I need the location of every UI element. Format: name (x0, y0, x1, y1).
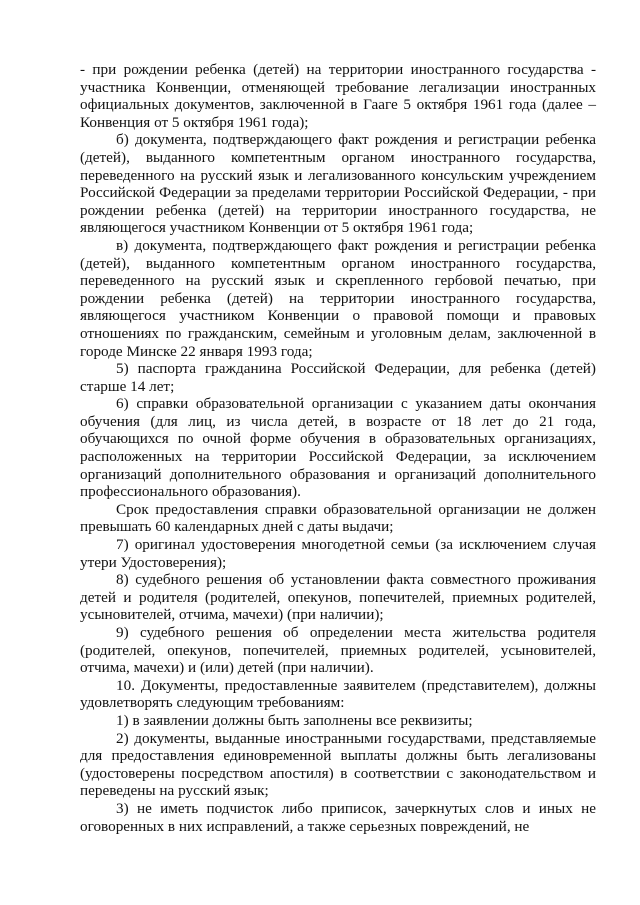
paragraph-item-5: 5) паспорта гражданина Российской Федерации, для ребенка (детей) старше 14 лет; (80, 360, 596, 395)
paragraph-item-7: 7) оригинал удостоверения многодетной семьи (за исключением случая утери Удостоверения); (80, 536, 596, 571)
paragraph-requirement-3: 3) не иметь подчисток либо приписок, зачеркнутых слов и иных не оговоренных в них исправлений, а также серьезных повреждений, не (80, 799, 596, 835)
paragraph-item-8: 8) судебного решения об установлении факта совместного проживания детей и родителя (родителей, опекунов, попечителей, приемных родителей, усыновителей, отчима, мачехи) (при наличии); (80, 571, 596, 624)
paragraph-birth-convention-participant: - при рождении ребенка (детей) на территории иностранного государства - участника Конвенции, отменяющей требование легализации иностранных официальных документов, заключенной в Гааге 5 октября 1961 года (далее – Конвенция от 5 октября 1961 года); (80, 61, 596, 131)
paragraph-requirement-2: 2) документы, выданные иностранными государствами, представляемые для предоставления единовременной выплаты должны быть легализованы (удостоверены посредством апостиля) в соответствии с законодательством и переведены на русский язык; (80, 729, 596, 800)
paragraph-item-b: б) документа, подтверждающего факт рождения и регистрации ребенка (детей), выданного компетентным органом иностранного государства, переведенного на русский язык и легализованного консульским учреждением Российской Федерации за пределами территории Российской Федерации, - при рождении ребенка (детей) на территории иностранного государства, не являющегося участником Конвенции от 5 октября 1961 года; (80, 131, 596, 237)
paragraph-section-10: 10. Документы, предоставленные заявителем (представителем), должны удовлетворять следующим требованиям: (80, 676, 596, 712)
paragraph-certificate-term: Срок предоставления справки образовательной организации не должен превышать 60 календарных дней с даты выдачи; (80, 500, 596, 536)
paragraph-item-9: 9) судебного решения об определении места жительства родителя (родителей, опекунов, попечителей, приемных родителей, усыновителей, отчима, мачехи) и (или) детей (при наличии). (80, 624, 596, 677)
paragraph-item-6: 6) справки образовательной организации с указанием даты окончания обучения (для лиц, из числа детей, в возрасте от 18 лет до 21 года, обучающихся по очной форме обучения в образовательных организациях, расположенных на территории Российской Федерации, за исключением организаций дополнительного образования и организаций дополнительного профессионального образования). (80, 395, 596, 501)
document-body (80, 61, 596, 835)
paragraph-item-v: в) документа, подтверждающего факт рождения и регистрации ребенка (детей), выданного компетентным органом иностранного государства, переведенного на русский язык и скрепленного гербовой печатью, при рождении ребенка (детей) на территории иностранного государства, являющегося участником Конвенции о правовой помощи и правовых отношениях по гражданским, семейным и уголовным делам, заключенной в городе Минске 22 января 1993 года; (80, 236, 596, 360)
paragraph-requirement-1: 1) в заявлении должны быть заполнены все реквизиты; (116, 711, 473, 729)
